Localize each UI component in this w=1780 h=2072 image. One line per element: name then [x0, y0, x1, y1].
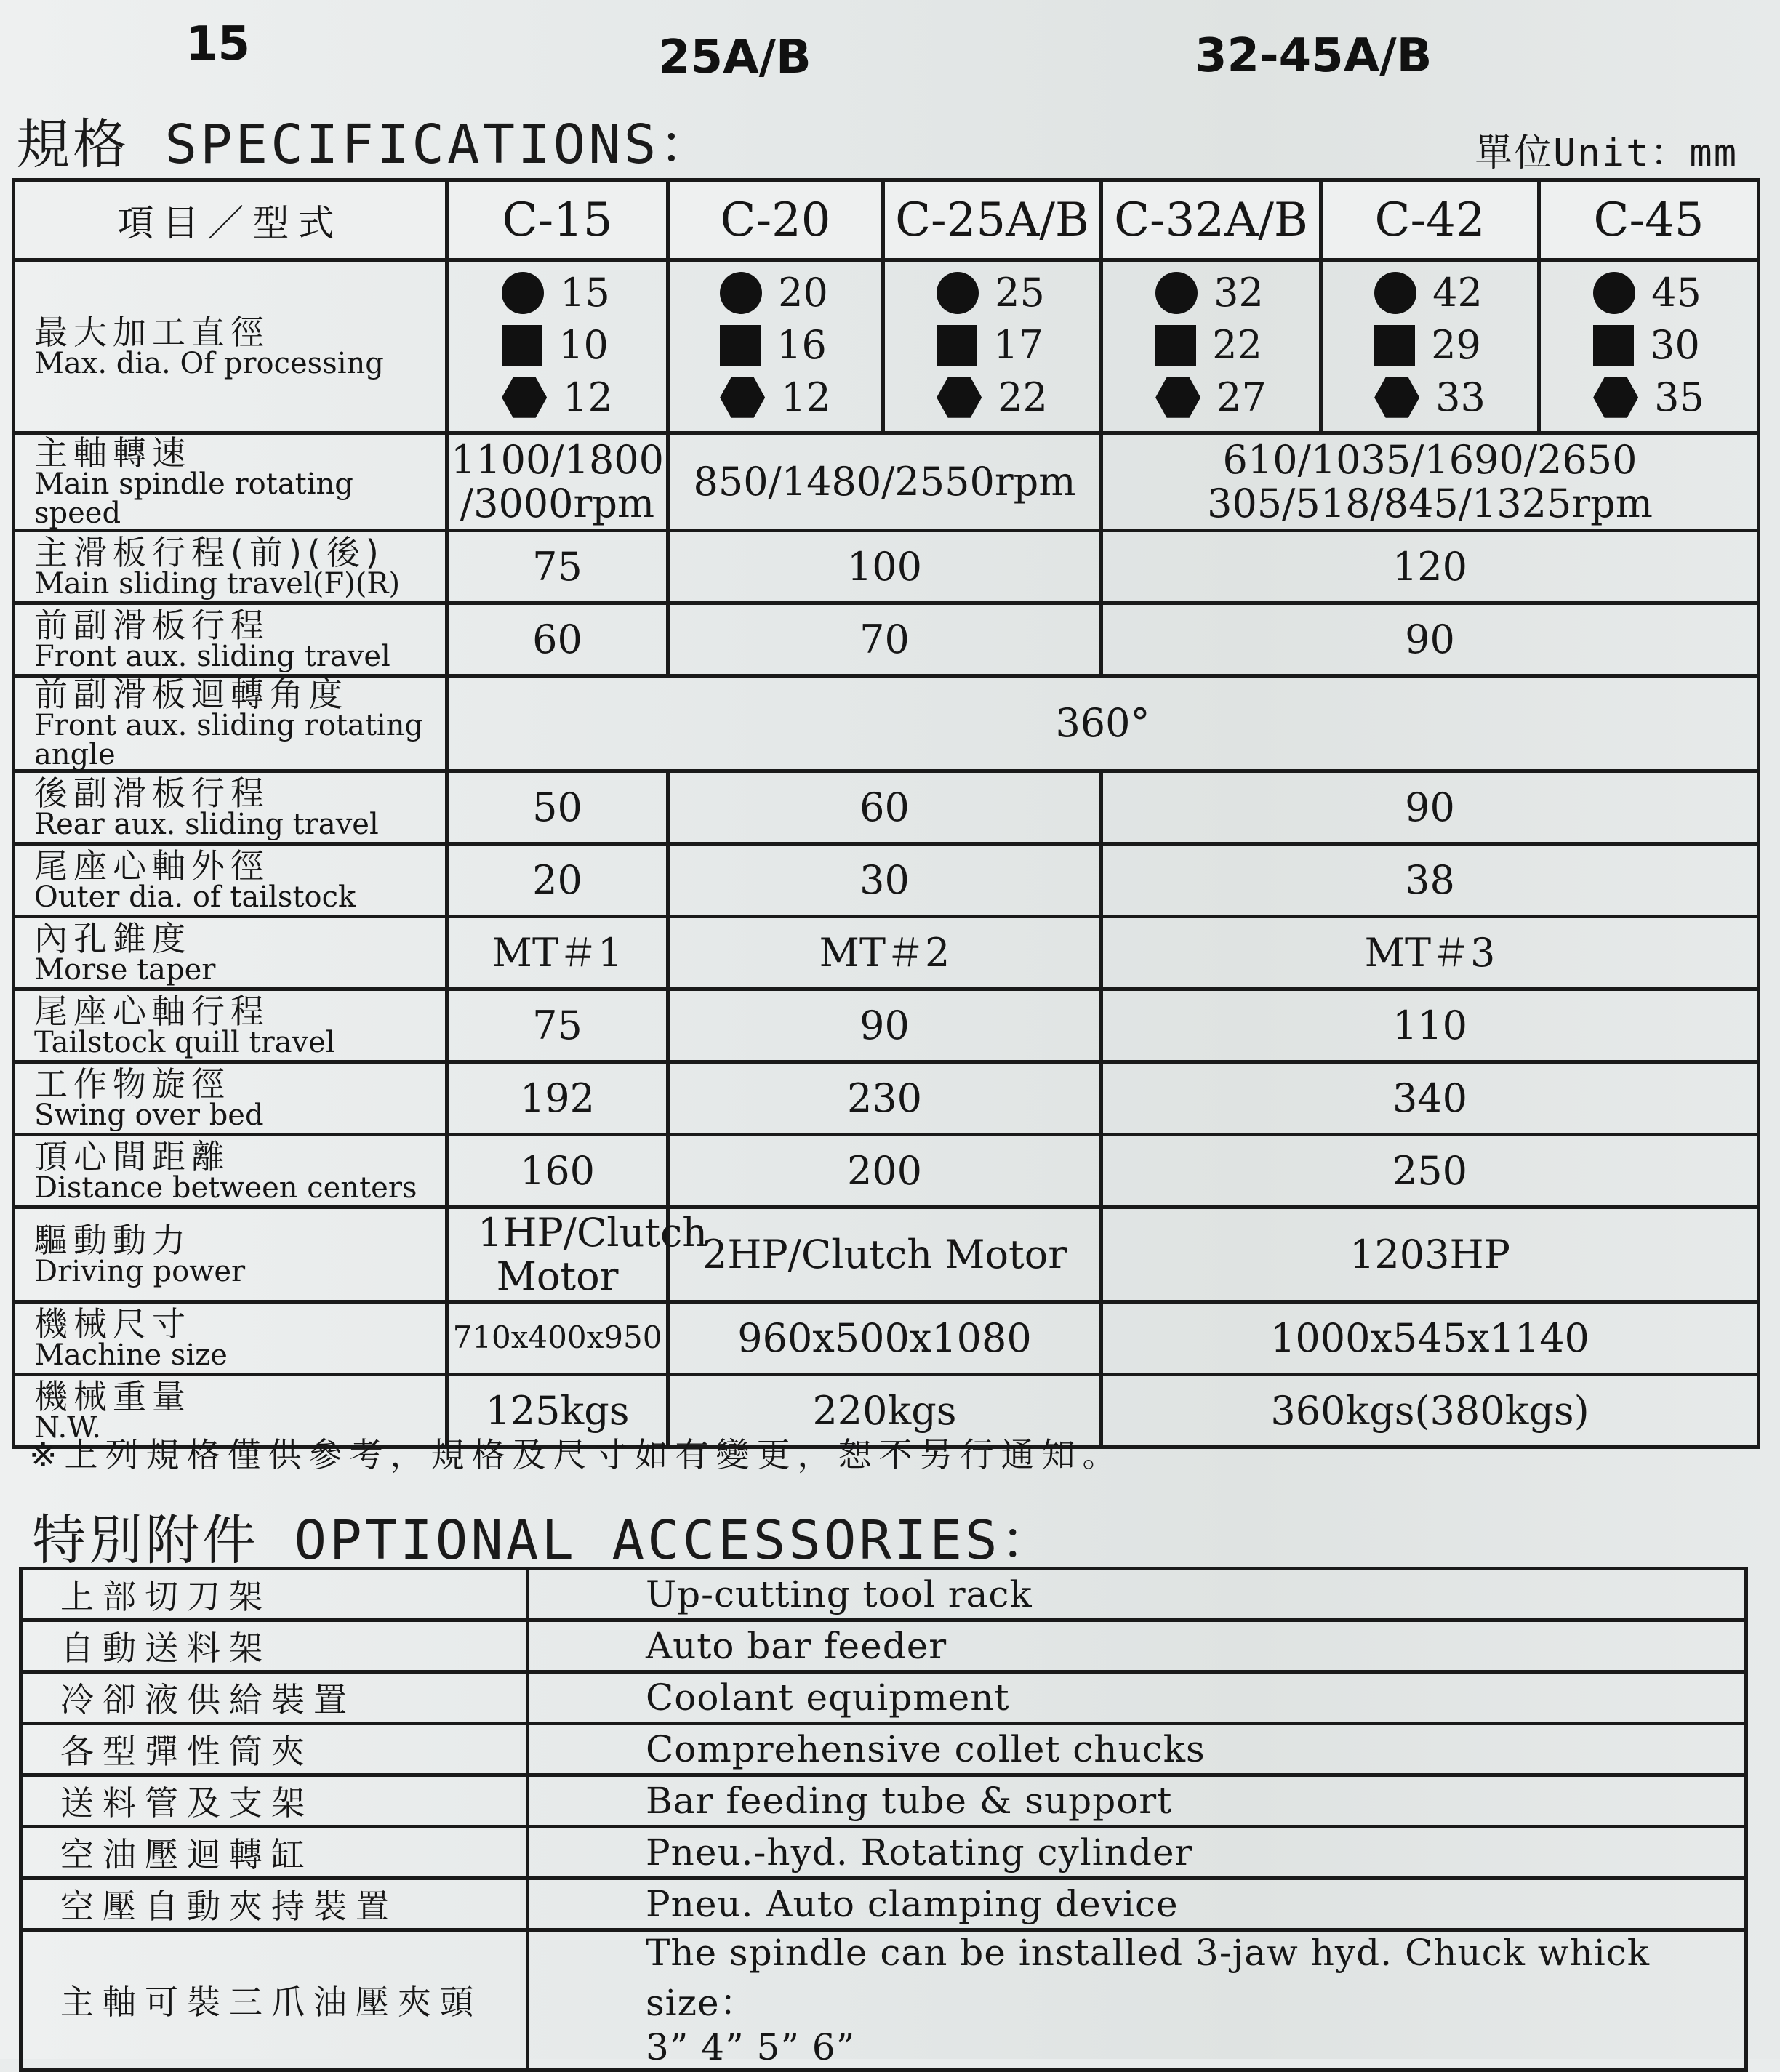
max-dia-cell: [883, 260, 1102, 433]
label-en: Machine size: [34, 1338, 228, 1372]
shape-list: [502, 267, 613, 424]
value-cell: MT＃3: [1102, 917, 1759, 989]
accessory-name-zh: 各型彈性筒夾: [21, 1724, 528, 1775]
label-en: Max. dia. Of processing: [34, 346, 384, 380]
disclaimer-note: ※上列規格僅供參考，規格及尺寸如有變更，恕不另行通知。: [29, 1435, 1123, 1474]
hexagon-bar-icon: [1155, 377, 1200, 418]
row-label: [14, 844, 447, 917]
square-dia: 10: [558, 322, 609, 369]
row-label: [14, 676, 447, 771]
row-label: [14, 917, 447, 989]
row-label: [14, 1302, 447, 1375]
spec-row-max-dia: [14, 260, 1759, 433]
value-cell: 200: [668, 1135, 1102, 1208]
round-bar-icon: [937, 272, 979, 314]
label-zh: 內孔錐度: [34, 918, 191, 958]
label-zh: 後副滑板行程: [34, 773, 270, 813]
hexagon-bar-icon: [937, 377, 982, 418]
spec-row: [14, 676, 1759, 771]
label-zh: 尾座心軸行程: [34, 991, 270, 1031]
value-cell: 1000x545x1140: [1102, 1302, 1759, 1375]
model-header: C-42: [1321, 180, 1539, 260]
hex-dia: 12: [563, 374, 613, 421]
label-zh: 主軸轉速: [34, 433, 191, 473]
shape-list: [937, 267, 1048, 424]
shape-list: [1593, 267, 1704, 424]
accessory-name-zh: 冷卻液供給裝置: [21, 1672, 528, 1724]
spec-row: [14, 1135, 1759, 1208]
hex-dia: 27: [1216, 374, 1267, 421]
label-zh: 驅動動力: [34, 1220, 191, 1260]
value-cell: 160: [447, 1135, 668, 1208]
accessory-row: [21, 1775, 1747, 1827]
accessory-name-en: Comprehensive collet chucks: [528, 1724, 1747, 1775]
spec-header-row: [14, 180, 1759, 260]
value-cell: 192: [447, 1062, 668, 1135]
row-label: [14, 260, 447, 433]
accessory-row: [21, 1724, 1747, 1775]
round-dia: 45: [1651, 270, 1701, 316]
value-cell: 110: [1102, 989, 1759, 1062]
value-cell: 360°: [447, 676, 1759, 771]
model-label-32-45ab: 32-45A/B: [1195, 29, 1432, 83]
hex-dia: 33: [1435, 374, 1486, 421]
value-cell: 610/1035/1690/2650 305/518/845/1325rpm: [1102, 433, 1759, 531]
square-bar-icon: [720, 325, 761, 366]
label-en: N.W.: [34, 1410, 101, 1445]
max-dia-cell: [1539, 260, 1759, 433]
chuck-sizes: 3” 4” 5” 6”: [646, 2026, 856, 2068]
label-en: Morse taper: [34, 952, 216, 987]
value-cell: 75: [447, 989, 668, 1062]
round-dia: 42: [1432, 270, 1483, 316]
label-en: Front aux. sliding rotating angle: [34, 709, 424, 771]
accessory-name-en: Pneu.-hyd. Rotating cylinder: [528, 1827, 1747, 1879]
round-bar-icon: [1374, 272, 1416, 314]
label-en: Main sliding travel(F)(R): [34, 566, 401, 601]
specifications-table: [12, 178, 1760, 1449]
accessory-row: [21, 1569, 1747, 1621]
unit-label: 單位Unit：mm: [1475, 132, 1738, 175]
accessory-name-zh: 主軸可裝三爪油壓夾頭: [21, 1930, 528, 2071]
label-en: Driving power: [34, 1254, 246, 1288]
value-cell: 90: [1102, 603, 1759, 676]
value-cell: 30: [668, 844, 1102, 917]
round-dia: 25: [995, 270, 1045, 316]
row-label: [14, 989, 447, 1062]
square-bar-icon: [1593, 325, 1634, 366]
row-label: [14, 531, 447, 603]
accessory-row: [21, 1879, 1747, 1930]
accessory-name-en: Pneu. Auto clamping device: [528, 1879, 1747, 1930]
spec-row: [14, 1208, 1759, 1302]
max-dia-cell: [668, 260, 883, 433]
shape-list: [720, 267, 831, 424]
row-label: [14, 433, 447, 531]
row-label: [14, 1062, 447, 1135]
row-label: [14, 771, 447, 844]
value-cell: 1203HP: [1102, 1208, 1759, 1302]
label-en: Outer dia. of tailstock: [34, 880, 356, 914]
square-dia: 17: [993, 322, 1043, 369]
label-en: Swing over bed: [34, 1098, 264, 1132]
spec-row: [14, 989, 1759, 1062]
model-label-25ab: 25A/B: [658, 31, 811, 84]
row-label: [14, 603, 447, 676]
accessory-name-zh: 空壓自動夾持裝置: [21, 1879, 528, 1930]
square-dia: 16: [777, 322, 827, 369]
value-cell: 75: [447, 531, 668, 603]
square-bar-icon: [502, 325, 542, 366]
spec-row: [14, 917, 1759, 989]
accessory-row: [21, 1621, 1747, 1672]
value-cell: 2HP/Clutch Motor: [668, 1208, 1102, 1302]
value-cell: 230: [668, 1062, 1102, 1135]
value-cell: 850/1480/2550rpm: [668, 433, 1102, 531]
round-dia: 32: [1214, 270, 1264, 316]
accessory-name-zh: 自動送料架: [21, 1621, 528, 1672]
optional-accessories-title: 特別附件 OPTIONAL ACCESSORIES：: [32, 1509, 1057, 1572]
value-cell: MT＃2: [668, 917, 1102, 989]
spec-row: [14, 771, 1759, 844]
label-en: Front aux. sliding travel: [34, 639, 390, 673]
value-cell: 1HP/Clutch Motor: [447, 1208, 668, 1302]
model-label-15: 15: [185, 17, 251, 71]
value-cell: 220kgs: [668, 1375, 1102, 1447]
max-dia-cell: [1102, 260, 1321, 433]
hexagon-bar-icon: [1593, 377, 1638, 418]
row-label: [14, 1135, 447, 1208]
value-cell: 960x500x1080: [668, 1302, 1102, 1375]
accessory-name-en: Auto bar feeder: [528, 1621, 1747, 1672]
label-zh: 頂心間距離: [34, 1136, 230, 1176]
label-en: Tailstock quill travel: [34, 1025, 335, 1059]
value-cell: 125kgs: [447, 1375, 668, 1447]
label-zh: 最大加工直徑: [34, 312, 270, 352]
shape-list: [1374, 267, 1486, 424]
value-cell: 250: [1102, 1135, 1759, 1208]
spec-row: [14, 1062, 1759, 1135]
value-cell: 90: [668, 989, 1102, 1062]
value-cell: 100: [668, 531, 1102, 603]
value-cell: 120: [1102, 531, 1759, 603]
spec-row-spindle-speed: [14, 433, 1759, 531]
value-cell: 1100/1800 /3000rpm: [447, 433, 668, 531]
max-dia-cell: [447, 260, 668, 433]
square-bar-icon: [1155, 325, 1196, 366]
hex-dia: 35: [1654, 374, 1704, 421]
round-dia: 15: [560, 270, 610, 316]
label-zh: 工作物旋徑: [34, 1064, 230, 1104]
accessory-name-zh: 空油壓迴轉缸: [21, 1827, 528, 1879]
square-bar-icon: [937, 325, 977, 366]
square-dia: 22: [1212, 322, 1262, 369]
accessory-name-zh: 上部切刀架: [21, 1569, 528, 1621]
accessory-row: [21, 1672, 1747, 1724]
round-bar-icon: [1593, 272, 1635, 314]
value-cell: 710x400x950: [447, 1302, 668, 1375]
accessory-row: [21, 1930, 1747, 2071]
value-cell: 60: [668, 771, 1102, 844]
label-zh: 前副滑板行程: [34, 605, 270, 645]
value-cell: 340: [1102, 1062, 1759, 1135]
accessory-name-en-cell: [528, 1930, 1747, 2071]
square-dia: 30: [1650, 322, 1700, 369]
accessory-name-en: Coolant equipment: [528, 1672, 1747, 1724]
model-header: C-20: [668, 180, 883, 260]
value-cell: MT＃1: [447, 917, 668, 989]
hexagon-bar-icon: [720, 377, 765, 418]
spec-row: [14, 531, 1759, 603]
accessory-name-zh: 送料管及支架: [21, 1775, 528, 1827]
max-dia-cell: [1321, 260, 1539, 433]
hexagon-bar-icon: [1374, 377, 1419, 418]
round-dia: 20: [778, 270, 828, 316]
value-cell: 50: [447, 771, 668, 844]
shape-list: [1155, 267, 1267, 424]
model-header: C-45: [1539, 180, 1759, 260]
row-label: [14, 1208, 447, 1302]
spec-row: [14, 844, 1759, 917]
square-bar-icon: [1374, 325, 1415, 366]
value-cell: 360kgs(380kgs): [1102, 1375, 1759, 1447]
label-zh: 機械重量: [34, 1376, 191, 1416]
value-cell: 70: [668, 603, 1102, 676]
label-en: Main spindle rotating speed: [34, 467, 353, 530]
spec-row: [14, 1302, 1759, 1375]
spec-row: [14, 603, 1759, 676]
round-bar-icon: [720, 272, 762, 314]
label-zh: 尾座心軸外徑: [34, 846, 270, 886]
accessory-name-en: Bar feeding tube & support: [528, 1775, 1747, 1827]
round-bar-icon: [502, 272, 544, 314]
value-cell: 20: [447, 844, 668, 917]
accessory-row: [21, 1827, 1747, 1879]
label-zh: 前副滑板迴轉角度: [34, 675, 348, 714]
hexagon-bar-icon: [502, 377, 547, 418]
value-cell: 60: [447, 603, 668, 676]
label-en: Distance between centers: [34, 1170, 417, 1205]
accessory-name-en: Up-cutting tool rack: [528, 1569, 1747, 1621]
label-en: Rear aux. sliding travel: [34, 807, 379, 841]
value-cell: 38: [1102, 844, 1759, 917]
hex-dia: 22: [998, 374, 1048, 421]
round-bar-icon: [1155, 272, 1198, 314]
value-cell: 90: [1102, 771, 1759, 844]
item-model-header: 項目／型式: [14, 180, 447, 260]
square-dia: 29: [1431, 322, 1481, 369]
hex-dia: 12: [781, 374, 831, 421]
model-header: C-32A/B: [1102, 180, 1321, 260]
model-header: C-25A/B: [883, 180, 1102, 260]
label-zh: 機械尺寸: [34, 1304, 191, 1344]
model-header: C-15: [447, 180, 668, 260]
accessory-name-en: The spindle can be installed 3-jaw hyd. Chuck whick size：: [646, 1932, 1651, 2024]
accessories-table: [19, 1567, 1748, 2072]
label-zh: 主滑板行程(前)(後): [34, 532, 385, 572]
specifications-title: 規格 SPECIFICATIONS：: [16, 113, 716, 176]
